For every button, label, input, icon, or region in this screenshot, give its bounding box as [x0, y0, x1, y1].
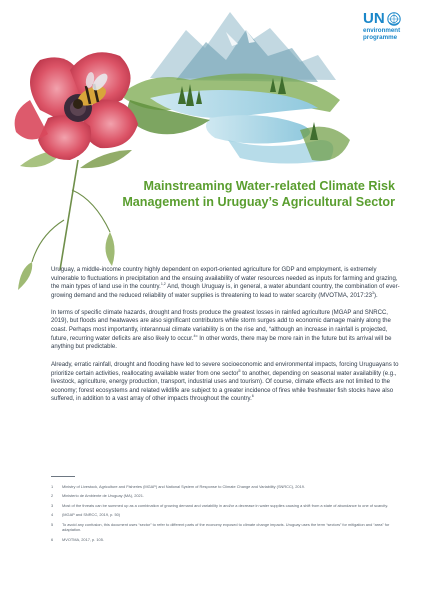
un-environment-logo[interactable]: [363, 11, 421, 41]
footnote-number: 1: [51, 484, 54, 489]
footnote-ref[interactable]: 3: [372, 290, 374, 295]
footnote-text: (MGAP and SNRCC, 2019, p. 50): [62, 512, 121, 518]
paragraph-1: [51, 266, 403, 300]
paragraph-2-text: In terms of specific climate hazards, drought and frosts produce the greatest losses in rainfed agriculture (MGAP and SNRCC, 2019), but floods and heatwaves are also significant contributors while storm surges add to economic damage mainly along the coast. Perhaps most importantly, interannual climate variability is on the rise and, “although an increase in rainfall is projected, future, recurring water deficits are also likely to occur.: [51, 309, 391, 342]
footnote-item: [51, 484, 403, 489]
footnote-text: To avoid any confusion, this document uses “sector” to refer to different parts of the economy exposed to climate change impacts. Uruguay uses the term “sectors” for mitigation and “area” for adaptation.: [62, 521, 390, 533]
paragraph-1-text: Uruguay, a middle-income country highly dependent on export-oriented agriculture for GDP and employment, is extremely vulnerable to fluctuations in precipitation and the ensuing availability of water resources needed as inputs for farming and grazing, the main types of land use in the country.: [51, 267, 398, 291]
paragraph-3-text-2: to another, depending on seasonal water availability (e.g., livestock, agriculture, energy production, transport, industrial uses and tourism). Of course, climate effects are not limited to the economy; forest ecosystems and related wildlife are subject to a greater incidence of fires while freshwater fish stocks have also suffered, in addition to a vast array of other impacts throughout the country.: [51, 370, 397, 403]
paragraph-1-text-2: And, though Uruguay is, in general, a water abundant country, the combination of ever-growing demand and the reduced reliability of water supplies is threatening to lead to water scarcity (MVOTMA, 2017:23: [51, 284, 400, 299]
footnote-number: 2: [51, 493, 54, 499]
footnote-text: Ministerio de Ambiente de Uruguay (MA), 2021.: [62, 493, 144, 499]
footnote-number: 5: [51, 521, 54, 527]
paragraph-3-text: Already, erratic rainfall, drought and flooding have led to severe socioeconomic and environmental impacts, forcing Uruguayans to prioritize certain activities, reallocating available water from one sector: [51, 361, 399, 377]
body-text: [51, 266, 403, 412]
mountain-landscape-illustration: [120, 12, 350, 164]
logo-line-2: programme: [363, 34, 398, 41]
un-emblem-icon: [387, 12, 401, 26]
footnote-item: [51, 512, 403, 517]
footnote-divider: [51, 476, 75, 477]
footnote-number: 6: [51, 536, 54, 542]
footnotes: [51, 484, 403, 546]
paragraph-2-text-2: ” In other words, there may be more rain in the future but its arrival will be anything but predictable.: [51, 335, 392, 351]
footnote-item: [51, 503, 403, 508]
flower-stem-illustration: [32, 160, 110, 270]
paragraph-3: [51, 361, 403, 404]
logo-brand-text: UN: [363, 10, 385, 27]
footnote-text: Most of the threats can be summed up as a combination of growing demand and variability in and/or a decrease in water supplies causing a shift from a state of abundance to one of scarcity.: [62, 502, 389, 508]
footnote-item: [51, 493, 403, 498]
footnote-ref[interactable]: 4: [193, 333, 196, 338]
footnote-item: [51, 522, 403, 533]
paragraph-2: [51, 309, 403, 352]
footnote-text: MVOTMA, 2017, p. 105.: [62, 536, 104, 542]
footnote-text: Ministry of Livestock, Agriculture and Fisheries (MGAP) and National System of Response to Climate Change and Variability (SNRCC), 2019.: [62, 484, 305, 489]
footnote-number: 3: [51, 502, 54, 508]
footnote-ref[interactable]: 5: [238, 368, 241, 373]
paragraph-1-text-3: ).: [374, 292, 378, 299]
logo-line-1: environment: [363, 27, 401, 34]
footnote-item: [51, 537, 403, 542]
document-title: Mainstreaming Water-related Climate Risk Management in Uruguay’s Agricultural Sector: [122, 179, 395, 210]
logo-top-row: [363, 11, 421, 27]
footnote-number: 4: [51, 512, 54, 518]
footnote-ref[interactable]: 1,2: [160, 282, 166, 287]
footnote-ref[interactable]: 6: [251, 394, 254, 399]
